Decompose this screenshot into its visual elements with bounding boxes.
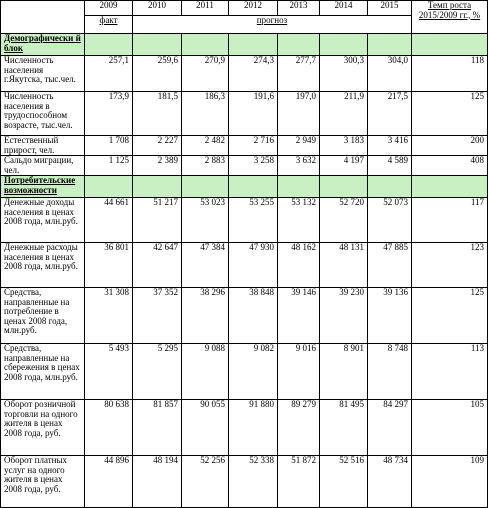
value-cell: 48 131 xyxy=(320,243,368,288)
value-cell: 90 055 xyxy=(182,400,229,456)
value-cell: 3 416 xyxy=(368,136,412,156)
section-title xyxy=(1,176,85,198)
value-cell: 48 162 xyxy=(278,243,320,288)
value-cell: 39 230 xyxy=(320,288,368,344)
value-cell: 84 297 xyxy=(368,400,412,456)
value-cell: 51 872 xyxy=(278,456,320,508)
year-header: 2013 xyxy=(278,1,320,16)
growth-cell: 105 xyxy=(412,400,488,456)
growth-cell: 123 xyxy=(412,243,488,288)
row-label: Численность населения в трудоспособном возрасте, тыс.чел. xyxy=(1,92,85,136)
fact-label: факт xyxy=(99,15,118,25)
year-header: 2011 xyxy=(182,1,229,16)
table-row xyxy=(1,56,488,92)
value-cell: 304,0 xyxy=(368,56,412,92)
forecast-header xyxy=(133,16,412,34)
value-cell: 37 352 xyxy=(133,288,182,344)
value-cell: 81 857 xyxy=(133,400,182,456)
value-cell: 2 227 xyxy=(133,136,182,156)
growth-header-text: Темп роста 2015/2009 гг., % xyxy=(418,0,481,20)
value-cell: 2 949 xyxy=(278,136,320,156)
table-row xyxy=(1,400,488,456)
section-title-text: Демографически й блок xyxy=(4,33,81,53)
value-cell: 51 217 xyxy=(133,198,182,243)
section-title xyxy=(1,34,85,56)
section-title-text: Потребительские возможности xyxy=(4,175,76,195)
growth-cell: 117 xyxy=(412,198,488,243)
year-header: 2012 xyxy=(229,1,278,16)
growth-cell: 408 xyxy=(412,156,488,176)
row-label: Сальдо миграции, чел. xyxy=(1,156,85,176)
value-cell: 8 901 xyxy=(320,344,368,400)
header-row-years xyxy=(1,1,488,16)
value-cell: 274,3 xyxy=(229,56,278,92)
value-cell: 8 748 xyxy=(368,344,412,400)
value-cell: 47 885 xyxy=(368,243,412,288)
table-row xyxy=(1,156,488,176)
value-cell: 181,5 xyxy=(133,92,182,136)
value-cell: 1 125 xyxy=(85,156,133,176)
value-cell: 81 495 xyxy=(320,400,368,456)
value-cell: 52 720 xyxy=(320,198,368,243)
value-cell: 52 338 xyxy=(229,456,278,508)
value-cell: 300,3 xyxy=(320,56,368,92)
section-row-consumer xyxy=(1,176,488,198)
value-cell: 80 638 xyxy=(85,400,133,456)
table-row xyxy=(1,198,488,243)
value-cell: 53 132 xyxy=(278,198,320,243)
value-cell: 173,9 xyxy=(85,92,133,136)
value-cell: 31 308 xyxy=(85,288,133,344)
table-row xyxy=(1,136,488,156)
growth-cell: 125 xyxy=(412,288,488,344)
value-cell: 2 883 xyxy=(182,156,229,176)
value-cell: 2 482 xyxy=(182,136,229,156)
value-cell: 186,3 xyxy=(182,92,229,136)
value-cell: 9 088 xyxy=(182,344,229,400)
value-cell: 9 016 xyxy=(278,344,320,400)
row-label: Численность населения г.Якутска, тыс.чел. xyxy=(1,56,85,92)
row-label: Оборот розничной торговли на одного жителя в ценах 2008 года, руб. xyxy=(1,400,85,456)
value-cell: 211,9 xyxy=(320,92,368,136)
value-cell: 52 073 xyxy=(368,198,412,243)
row-label: Средства, направленные на потребление в ценах 2008 года, млн.руб. xyxy=(1,288,85,344)
value-cell: 91 880 xyxy=(229,400,278,456)
value-cell: 2 389 xyxy=(133,156,182,176)
value-cell: 4 589 xyxy=(368,156,412,176)
value-cell: 48 194 xyxy=(133,456,182,508)
row-label: Оборот платных услуг на одного жителя в ценах 2008 года, руб. xyxy=(1,456,85,508)
row-label: Естественный прирост, чел. xyxy=(1,136,85,156)
value-cell: 5 295 xyxy=(133,344,182,400)
value-cell: 197,0 xyxy=(278,92,320,136)
value-cell: 47 384 xyxy=(182,243,229,288)
year-header: 2009 xyxy=(85,1,133,16)
value-cell: 257,1 xyxy=(85,56,133,92)
value-cell: 1 708 xyxy=(85,136,133,156)
value-cell: 52 516 xyxy=(320,456,368,508)
row-label: Денежные расходы населения в ценах 2008 года, млн.руб. xyxy=(1,243,85,288)
value-cell: 89 279 xyxy=(278,400,320,456)
table-row xyxy=(1,243,488,288)
table-row xyxy=(1,288,488,344)
year-header: 2015 xyxy=(368,1,412,16)
year-header: 2014 xyxy=(320,1,368,16)
value-cell: 39 136 xyxy=(368,288,412,344)
growth-cell: 109 xyxy=(412,456,488,508)
value-cell: 217,5 xyxy=(368,92,412,136)
value-cell: 39 146 xyxy=(278,288,320,344)
row-label: Средства, направленные на сбережения в ценах 2008 года, млн.руб. xyxy=(1,344,85,400)
value-cell: 259,6 xyxy=(133,56,182,92)
value-cell: 3 183 xyxy=(320,136,368,156)
table-row xyxy=(1,92,488,136)
year-header: 2010 xyxy=(133,1,182,16)
value-cell: 52 256 xyxy=(182,456,229,508)
growth-header xyxy=(412,1,488,34)
value-cell: 48 734 xyxy=(368,456,412,508)
value-cell: 3 258 xyxy=(229,156,278,176)
value-cell: 9 082 xyxy=(229,344,278,400)
value-cell: 44 661 xyxy=(85,198,133,243)
header-corner-cell xyxy=(1,1,85,34)
growth-cell: 125 xyxy=(412,92,488,136)
value-cell: 4 197 xyxy=(320,156,368,176)
value-cell: 44 896 xyxy=(85,456,133,508)
growth-cell: 113 xyxy=(412,344,488,400)
value-cell: 270,9 xyxy=(182,56,229,92)
value-cell: 38 296 xyxy=(182,288,229,344)
value-cell: 53 023 xyxy=(182,198,229,243)
value-cell: 38 848 xyxy=(229,288,278,344)
value-cell: 47 930 xyxy=(229,243,278,288)
value-cell: 53 255 xyxy=(229,198,278,243)
value-cell: 191,6 xyxy=(229,92,278,136)
fact-header xyxy=(85,16,133,34)
value-cell: 277,7 xyxy=(278,56,320,92)
value-cell: 5 493 xyxy=(85,344,133,400)
growth-cell: 118 xyxy=(412,56,488,92)
section-row-demography xyxy=(1,34,488,56)
table-row xyxy=(1,456,488,508)
growth-cell: 200 xyxy=(412,136,488,156)
row-label: Денежные доходы населения в ценах 2008 года, млн.руб. xyxy=(1,198,85,243)
table-row xyxy=(1,344,488,400)
value-cell: 2 716 xyxy=(229,136,278,156)
value-cell: 42 647 xyxy=(133,243,182,288)
value-cell: 3 632 xyxy=(278,156,320,176)
forecast-label: прогноз xyxy=(256,15,288,25)
value-cell: 36 801 xyxy=(85,243,133,288)
